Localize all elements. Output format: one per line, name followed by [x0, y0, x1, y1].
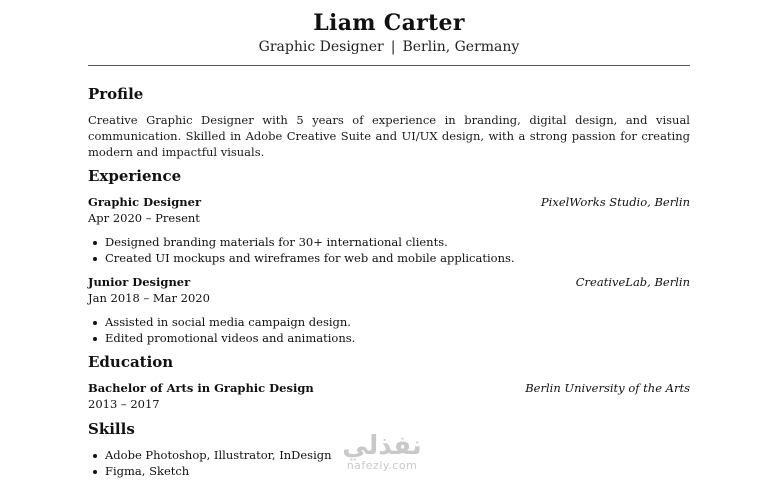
list-item: Assisted in social media campaign design. [88, 314, 355, 330]
job-entry-1 [88, 194, 690, 210]
degree-title: Bachelor of Arts in Graphic Design [88, 381, 314, 395]
tagline-separator: | [390, 39, 396, 55]
skills-list [88, 447, 332, 479]
location: Berlin, Germany [402, 39, 520, 55]
section-heading-education: Education [88, 353, 174, 371]
education-dates: 2013 – 2017 [88, 397, 160, 411]
header-divider [88, 65, 690, 66]
profile-summary: Creative Graphic Designer with 5 years of experience in branding, digital design, and visual communication. Skilled in Adobe Creative Suite and UI/UX design, with a strong passion for creating modern and impactful visuals. [88, 113, 690, 159]
list-item: Figma, Sketch [88, 463, 332, 479]
job-dates: Apr 2020 – Present [88, 211, 200, 225]
list-item: Adobe Photoshop, Illustrator, InDesign [88, 447, 332, 463]
section-heading-profile: Profile [88, 85, 144, 103]
candidate-name: Liam Carter [313, 10, 465, 36]
section-heading-experience: Experience [88, 167, 182, 185]
section-heading-skills: Skills [88, 420, 135, 438]
list-item: Designed branding materials for 30+ international clients. [88, 234, 515, 250]
school-name: Berlin University of the Arts [525, 381, 690, 395]
education-entry [88, 380, 690, 396]
watermark-logo [332, 432, 432, 482]
job-entry-2 [88, 274, 690, 290]
watermark-latin-text: nafezly.com [346, 459, 418, 472]
job-role: Graphic Designer [258, 39, 384, 55]
watermark-arabic-text: نفذلي [342, 431, 422, 461]
job-title: Graphic Designer [88, 195, 202, 209]
job-dates: Jan 2018 – Mar 2020 [88, 291, 210, 305]
job-bullets [88, 314, 355, 346]
list-item: Created UI mockups and wireframes for web and mobile applications. [88, 250, 515, 266]
job-bullets [88, 234, 515, 266]
tagline [88, 39, 690, 55]
job-organization: PixelWorks Studio, Berlin [540, 195, 690, 209]
job-organization: CreativeLab, Berlin [575, 275, 690, 289]
job-title: Junior Designer [88, 275, 191, 289]
list-item: Edited promotional videos and animations. [88, 330, 355, 346]
